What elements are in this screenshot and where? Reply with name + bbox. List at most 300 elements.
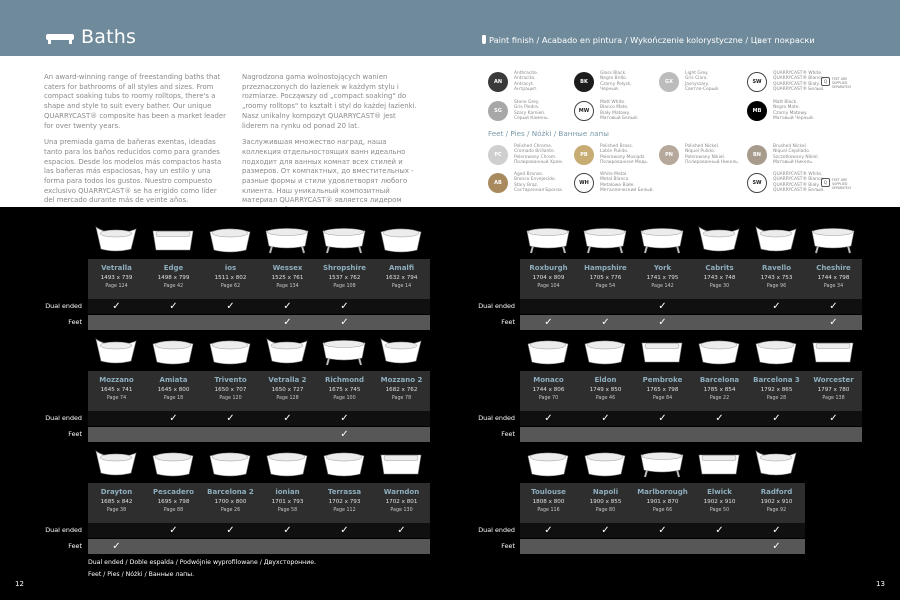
check-cell	[88, 427, 145, 442]
bath-image	[264, 222, 310, 256]
check-cell	[316, 299, 373, 314]
bath-image	[525, 334, 571, 368]
check-icon: ✓	[658, 317, 667, 328]
check-cell	[520, 539, 577, 554]
bath-image	[696, 446, 742, 480]
check-cell	[373, 539, 430, 554]
check-cell	[520, 523, 577, 538]
bath-page: Page 58	[277, 508, 298, 513]
bath-name: Warndon	[383, 488, 420, 496]
quality-mark-text: FEET ARE SUPPLIED SEPARATELY	[832, 178, 852, 190]
check-icon: ✓	[112, 541, 121, 552]
bath-info-cell	[520, 371, 577, 415]
check-icon: ✓	[226, 413, 235, 424]
check-cell	[748, 411, 805, 426]
bath-info-cell	[373, 259, 430, 303]
bath-dimensions: 1675 x 745	[328, 387, 361, 393]
bath-name: Vetralla 2	[268, 376, 307, 384]
bath-dimensions: 1645 x 800	[157, 387, 190, 393]
bath-name: ionian	[275, 488, 300, 496]
check-cell	[202, 411, 259, 426]
check-cell	[202, 299, 259, 314]
check-icon: ✓	[601, 317, 610, 328]
intro-paragraph: Заслужившая множество наград, наша коллекция отдельностоящих ванн идеально подходит для ванных комнат всех стилей и размеров. От компактных, до вместительных - разные формы и стили удовлетворят любого клиента. Наш уникальный композитный материал QUARRYCAST® является лидером	[242, 138, 414, 205]
dual-ended-row	[520, 299, 862, 314]
swatch-label: Polished Nickel. Níquel Pulido. Polerowany Nikiel. Полированный Никель.	[685, 144, 740, 165]
check-cell	[520, 427, 577, 442]
bath-page: Page 112	[333, 508, 356, 513]
check-cell	[691, 299, 748, 314]
swatch-pn: PN	[659, 145, 679, 165]
bath-page: Page 120	[219, 396, 242, 401]
bath-name: Elwick	[707, 488, 732, 496]
bath-dimensions: 1650 x 727	[271, 387, 304, 393]
bath-dimensions: 1749 x 850	[589, 387, 622, 393]
bath-info-cell	[259, 259, 316, 303]
check-cell	[634, 411, 691, 426]
bath-page: Page 42	[163, 284, 184, 289]
feet-row	[88, 427, 430, 442]
bath-info-row	[88, 259, 430, 303]
bath-name: Cabrits	[705, 264, 734, 272]
check-cell	[748, 523, 805, 538]
intro-text-col1	[44, 73, 229, 213]
bath-name: Monaco	[533, 376, 564, 384]
bath-image	[321, 446, 367, 480]
bath-dimensions: 1525 x 761	[271, 275, 304, 281]
swatch-mw: MW	[574, 101, 594, 121]
check-icon: ✓	[829, 317, 838, 328]
intro-paragraph: Una premiada gama de bañeras exentas, ideadas tanto para los baños reducidos como para grandes espacios. Desde los modelos más compactos hasta las bañeras más espaciosas, hay un estilo y una forma para todos los gustos. Nuestro compuesto exclusivo QUARRYCAST® se ha erigido como líder del mercado durante más de veinte años.	[44, 138, 222, 205]
bath-name: Wessex	[272, 264, 303, 272]
check-cell	[316, 523, 373, 538]
bath-image	[582, 446, 628, 480]
bath-info-cell	[577, 371, 634, 415]
check-cell	[691, 411, 748, 426]
check-cell	[634, 315, 691, 330]
bath-image	[753, 222, 799, 256]
bath-page: Page 70	[538, 396, 559, 401]
bath-info-cell	[88, 371, 145, 415]
bath-name: Cheshire	[816, 264, 851, 272]
check-cell	[316, 315, 373, 330]
quality-mark-icon: Q	[821, 178, 830, 187]
bath-name: Ravello	[761, 264, 792, 272]
page-number-left: 12	[15, 580, 24, 588]
paint-finish-header: Paint finish / Acabado en pintura / Wykończenie kolorystyczne / Цвет покраски	[482, 35, 815, 45]
bath-info-cell	[145, 483, 202, 527]
bath-page: Page 84	[652, 396, 673, 401]
check-cell	[259, 299, 316, 314]
bath-name: Barcelona 3	[753, 376, 800, 384]
quality-mark-text: FEET ARE SUPPLIED SEPARATELY	[832, 77, 852, 89]
check-icon: ✓	[658, 301, 667, 312]
dual-ended-row	[88, 523, 430, 538]
bath-page: Page 34	[823, 284, 844, 289]
bath-dimensions: 1743 x 748	[703, 275, 736, 281]
check-cell	[691, 427, 748, 442]
bath-image	[150, 222, 196, 256]
bath-page: Page 18	[163, 396, 184, 401]
bath-page: Page 116	[537, 508, 560, 513]
check-icon: ✓	[601, 525, 610, 536]
bath-info-cell	[577, 483, 634, 527]
check-icon: ✓	[397, 525, 406, 536]
bath-dimensions: 1808 x 800	[532, 499, 565, 505]
bath-page: Page 50	[709, 508, 730, 513]
bath-page: Page 66	[652, 508, 673, 513]
check-icon: ✓	[601, 413, 610, 424]
swatch-mb: MB	[747, 101, 767, 121]
bath-name: Mozzano 2	[380, 376, 423, 384]
row-label-dual-ended: Dual ended	[45, 302, 82, 310]
bath-image	[639, 334, 685, 368]
bath-info-cell	[520, 483, 577, 527]
swatch-label: QUARRYCAST® White. QUARRYCAST® Blanco. QUARRYCAST® Biały. QUARRYCAST® Белый.	[773, 172, 825, 193]
bath-image	[378, 446, 424, 480]
bath-image	[264, 446, 310, 480]
check-cell	[691, 539, 748, 554]
check-cell	[748, 299, 805, 314]
check-icon: ✓	[715, 525, 724, 536]
bath-name: Worcester	[813, 376, 854, 384]
check-icon: ✓	[112, 301, 121, 312]
check-icon: ✓	[772, 301, 781, 312]
bath-info-cell	[202, 371, 259, 415]
feet-row	[88, 315, 430, 330]
bath-info-cell	[805, 259, 862, 303]
bath-page: Page 78	[391, 396, 412, 401]
bath-page: Page 46	[595, 396, 616, 401]
bath-name: Barcelona	[699, 376, 740, 384]
bath-name: Marlborough	[637, 488, 688, 496]
row-label-feet: Feet	[68, 542, 82, 550]
check-cell	[805, 299, 862, 314]
bath-image	[525, 222, 571, 256]
bath-image	[264, 334, 310, 368]
swatch-label: Matt White. Blanco Mate. Biały Matowy. Матовый Белый.	[600, 100, 639, 121]
bath-dimensions: 1682 x 762	[385, 387, 418, 393]
check-cell	[520, 299, 577, 314]
bath-dimensions: 1705 x 776	[589, 275, 622, 281]
row-label-dual-ended: Dual ended	[45, 526, 82, 534]
check-cell	[577, 411, 634, 426]
bath-page: Page 128	[276, 396, 299, 401]
check-cell	[373, 315, 430, 330]
bath-info-row	[520, 371, 862, 415]
bath-name: Drayton	[100, 488, 133, 496]
bath-dimensions: 1743 x 753	[760, 275, 793, 281]
bath-image	[639, 222, 685, 256]
check-cell	[805, 315, 862, 330]
bath-dimensions: 1901 x 870	[646, 499, 679, 505]
check-icon: ✓	[772, 413, 781, 424]
bath-page: Page 28	[766, 396, 787, 401]
bath-info-cell	[316, 371, 373, 415]
bath-page: Page 100	[333, 396, 356, 401]
bath-dimensions: 1741 x 795	[646, 275, 679, 281]
bathtub-icon	[45, 31, 75, 45]
check-icon: ✓	[283, 525, 292, 536]
bath-image	[753, 446, 799, 480]
bath-page: Page 92	[766, 508, 787, 513]
bath-dimensions: 1498 x 799	[157, 275, 190, 281]
intro-paragraph: Nagrodzona gama wolnostojących wanien przeznaczonych do łazienek w każdym stylu i rozmiarze. Począwszy od „compact soaking" do „roomy rolltops" to kształt i styl do każdej łazienki. Nasz unikalny kompozyt QUARRYCAST® jest liderem na rynku od ponad 20 lat.	[242, 73, 417, 130]
bath-page: Page 142	[651, 284, 674, 289]
check-icon: ✓	[283, 301, 292, 312]
check-cell	[145, 523, 202, 538]
feet-row	[520, 427, 862, 442]
bath-info-cell	[316, 259, 373, 303]
check-cell	[691, 315, 748, 330]
bath-page: Page 30	[709, 284, 730, 289]
swatch-label: Polished Chrome. Cromado Brillante. Polerowany Chrom. Полированный Хром.	[514, 144, 564, 165]
bath-dimensions: 1632 x 794	[385, 275, 418, 281]
swatch-wh: WH	[574, 173, 594, 193]
bath-dimensions: 1650 x 707	[214, 387, 247, 393]
check-icon: ✓	[772, 541, 781, 552]
check-cell	[373, 523, 430, 538]
bath-name: Napoli	[592, 488, 619, 496]
check-cell	[145, 411, 202, 426]
check-icon: ✓	[715, 413, 724, 424]
bath-page: Page 22	[709, 396, 730, 401]
dual-ended-row	[88, 299, 430, 314]
check-cell	[145, 299, 202, 314]
bath-info-cell	[748, 483, 805, 527]
swatch-label: Anthracite. Antracita. Antracyt. Антрацит.	[514, 71, 539, 92]
check-cell	[373, 299, 430, 314]
bath-info-cell	[691, 483, 748, 527]
bath-image	[696, 334, 742, 368]
check-cell	[145, 427, 202, 442]
check-icon: ✓	[226, 301, 235, 312]
intro-text-col2	[242, 73, 420, 223]
bath-dimensions: 1695 x 798	[157, 499, 190, 505]
bath-name: Roxburgh	[529, 264, 568, 272]
bath-dimensions: 1493 x 739	[100, 275, 133, 281]
check-cell	[88, 539, 145, 554]
bath-page: Page 104	[537, 284, 560, 289]
check-cell	[316, 427, 373, 442]
bath-dimensions: 1537 x 762	[328, 275, 361, 281]
check-icon: ✓	[283, 317, 292, 328]
bath-name: Trivento	[214, 376, 247, 384]
swatch-label: Polished Brass. Latón Pulido. Polerowany Mosiądz. Полированная Медь.	[600, 144, 649, 165]
check-icon: ✓	[772, 525, 781, 536]
bath-image	[321, 334, 367, 368]
check-icon: ✓	[169, 301, 178, 312]
check-icon: ✓	[226, 525, 235, 536]
bath-info-cell	[691, 259, 748, 303]
check-cell	[373, 427, 430, 442]
check-cell	[259, 427, 316, 442]
bath-image	[753, 334, 799, 368]
swatch-label: Aged Bronze. Bronce Envejecido. Stary Brąz. Состаренная Бронза.	[514, 172, 564, 193]
swatch-label: Brushed Nickel. Níquel Cepillado. Szczotkowany Nikiel. Матовый Никель.	[773, 144, 819, 165]
bath-dimensions: 1785 x 854	[703, 387, 736, 393]
row-label-feet: Feet	[501, 542, 515, 550]
check-cell	[202, 315, 259, 330]
bath-dimensions: 1792 x 865	[760, 387, 793, 393]
check-cell	[748, 539, 805, 554]
bath-dimensions: 1744 x 806	[532, 387, 565, 393]
row-label-feet: Feet	[501, 430, 515, 438]
bath-name: Edge	[163, 264, 184, 272]
bath-dimensions: 1744 x 798	[817, 275, 850, 281]
check-cell	[316, 539, 373, 554]
check-cell	[634, 299, 691, 314]
check-cell	[88, 523, 145, 538]
bath-info-cell	[259, 371, 316, 415]
bath-page: Page 14	[391, 284, 412, 289]
row-label-dual-ended: Dual ended	[478, 526, 515, 534]
swatch-label: Matt Black. Negro Mate. Czarny Matowy. Матовый Черный.	[773, 100, 815, 121]
bath-info-row	[520, 483, 805, 527]
bath-info-cell	[88, 259, 145, 303]
check-cell	[259, 523, 316, 538]
bath-image	[582, 334, 628, 368]
check-cell	[316, 411, 373, 426]
swatch-pc: PC	[488, 145, 508, 165]
bath-dimensions: 1704 x 809	[532, 275, 565, 281]
bath-name: Pembroke	[642, 376, 683, 384]
row-label-feet: Feet	[68, 318, 82, 326]
bath-info-cell	[202, 259, 259, 303]
bath-info-cell	[520, 259, 577, 303]
bath-info-row	[520, 259, 862, 303]
feet-finish-header: Feet / Pies / Nóżki / Ванные лапы	[488, 129, 609, 138]
feet-row	[88, 539, 430, 554]
bath-image	[150, 334, 196, 368]
paint-drop-icon	[482, 35, 486, 44]
page-title: Baths	[81, 26, 137, 48]
bath-image	[639, 446, 685, 480]
bath-info-cell	[748, 371, 805, 415]
bath-info-cell	[202, 483, 259, 527]
check-cell	[88, 411, 145, 426]
bath-page: Page 108	[333, 284, 356, 289]
check-icon: ✓	[658, 525, 667, 536]
check-cell	[145, 315, 202, 330]
check-cell	[748, 315, 805, 330]
bath-image	[207, 222, 253, 256]
check-cell	[577, 427, 634, 442]
swatch-bn: BN	[747, 145, 767, 165]
bath-image	[321, 222, 367, 256]
bath-info-cell	[691, 371, 748, 415]
bath-page: Page 54	[595, 284, 616, 289]
bath-page: Page 134	[276, 284, 299, 289]
check-cell	[634, 523, 691, 538]
bath-image	[93, 222, 139, 256]
bath-image	[810, 222, 856, 256]
check-cell	[577, 523, 634, 538]
check-cell	[259, 539, 316, 554]
swatch-sw: SW	[747, 173, 767, 193]
bath-name: Terrassa	[327, 488, 362, 496]
bath-info-cell	[634, 371, 691, 415]
bath-info-cell	[259, 483, 316, 527]
check-icon: ✓	[340, 301, 349, 312]
bath-dimensions: 1797 x 780	[817, 387, 850, 393]
bath-page: Page 26	[220, 508, 241, 513]
check-cell	[634, 539, 691, 554]
bath-name: Barcelona 2	[207, 488, 254, 496]
bath-info-cell	[316, 483, 373, 527]
swatch-gx: GX	[659, 72, 679, 92]
bath-name: ios	[224, 264, 237, 272]
bath-info-cell	[373, 483, 430, 527]
bath-dimensions: 1902 x 910	[703, 499, 736, 505]
bath-page: Page 88	[163, 508, 184, 513]
check-cell	[202, 539, 259, 554]
check-cell	[520, 411, 577, 426]
bath-name: Hampshire	[584, 264, 627, 272]
feet-row	[520, 539, 805, 554]
swatch-label: White Metal. Metal Blanco. Metalowe Białe. Металлический Белый.	[600, 172, 654, 193]
bath-image	[378, 334, 424, 368]
header-bar	[0, 0, 900, 56]
legend-feet: Feet / Pies / Nóżki / Ванные лапы.	[88, 571, 195, 578]
bath-image	[696, 222, 742, 256]
check-icon: ✓	[340, 429, 349, 440]
bath-name: Eldon	[594, 376, 617, 384]
swatch-label: Light Grey. Gris Claro. Jasnyszary. Светло-Серый.	[685, 71, 720, 92]
bath-info-cell	[145, 259, 202, 303]
row-label-dual-ended: Dual ended	[478, 302, 515, 310]
check-icon: ✓	[283, 413, 292, 424]
check-cell	[634, 427, 691, 442]
swatch-sw: SW	[747, 72, 767, 92]
check-icon: ✓	[544, 525, 553, 536]
bath-name: Mozzano	[99, 376, 134, 384]
bath-page: Page 38	[106, 508, 127, 513]
swatch-an: AN	[488, 72, 508, 92]
bath-dimensions: 1765 x 798	[646, 387, 679, 393]
check-cell	[88, 315, 145, 330]
check-icon: ✓	[169, 413, 178, 424]
bath-info-cell	[634, 259, 691, 303]
check-cell	[691, 523, 748, 538]
bath-image	[93, 334, 139, 368]
bath-dimensions: 1900 x 855	[589, 499, 622, 505]
bath-info-cell	[373, 371, 430, 415]
check-cell	[805, 411, 862, 426]
bath-name: Amalfi	[388, 264, 415, 272]
bath-dimensions: 1902 x 910	[760, 499, 793, 505]
bath-image	[582, 222, 628, 256]
check-icon: ✓	[829, 301, 838, 312]
check-cell	[202, 523, 259, 538]
row-label-feet: Feet	[68, 430, 82, 438]
swatch-label: Stone Grey. Gris Piedra. Szary Kamień. Серый Камень.	[514, 100, 549, 121]
check-cell	[373, 411, 430, 426]
check-cell	[259, 315, 316, 330]
quality-mark-icon: Q	[821, 77, 830, 86]
bath-info-row	[88, 371, 430, 415]
bath-dimensions: 1685 x 842	[100, 499, 133, 505]
check-cell	[88, 299, 145, 314]
bath-page: Page 124	[105, 284, 128, 289]
swatch-label: QUARRYCAST® White. QUARRYCAST® Blanco. QUARRYCAST® Biały. QUARRYCAST® Белый.	[773, 71, 825, 92]
feet-row	[520, 315, 862, 330]
bath-info-cell	[145, 371, 202, 415]
dual-ended-row	[520, 523, 805, 538]
check-cell	[520, 315, 577, 330]
check-cell	[202, 427, 259, 442]
bath-image	[207, 446, 253, 480]
